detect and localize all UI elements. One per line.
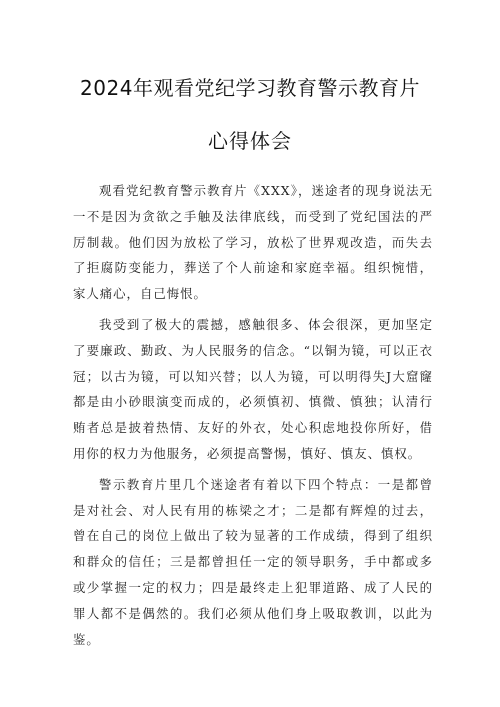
paragraph: 我受到了极大的震撼，感触很多、体会很深，更加坚定了要廉政、勤政、为人民服务的信念。“以铜为镜，可以正衣冠；以古为镜，可以知兴替；以人为镜，可以明得失J大窟窿都是由小砂眼演变而成的，必须慎初、慎微、慎独；认清行贿者总是披着热情、友好的外衣，处心积虑地投你所好，借用你的权力为他服务，必须提高警惕，慎好、慎友、慎权。 <box>73 316 433 461</box>
paragraph: 观看党纪教育警示教育片《XXX》，迷途者的现身说法无一不是因为贪欲之手触及法律底线，而受到了党纪国法的严厉制裁。他们因为放松了学习，放松了世界观改造，而失去了拒腐防变能力，葬送了个人前途和家庭幸福。组织惋惜，家人痛心，自己悔恨。 <box>73 183 433 302</box>
document-subtitle: 心得体会 <box>208 129 292 153</box>
document-body <box>73 178 433 657</box>
paragraph: 警示教育片里几个迷途者有着以下四个特点：一是都曾是对社会、对人民有用的栋梁之才；二是都有辉煌的过去，曾在自己的岗位上做出了较为显著的工作成绩，得到了组织和群众的信任；三是都曾担任一定的领导职务，手中都或多或少掌握一定的权力；四是最终走上犯罪道路、成了人民的罪人都不是偶然的。我们必须从他们身上吸取教训，以此为鉴。 <box>73 476 433 647</box>
document-title: 2024年观看党纪学习教育警示教育片 <box>80 76 420 100</box>
